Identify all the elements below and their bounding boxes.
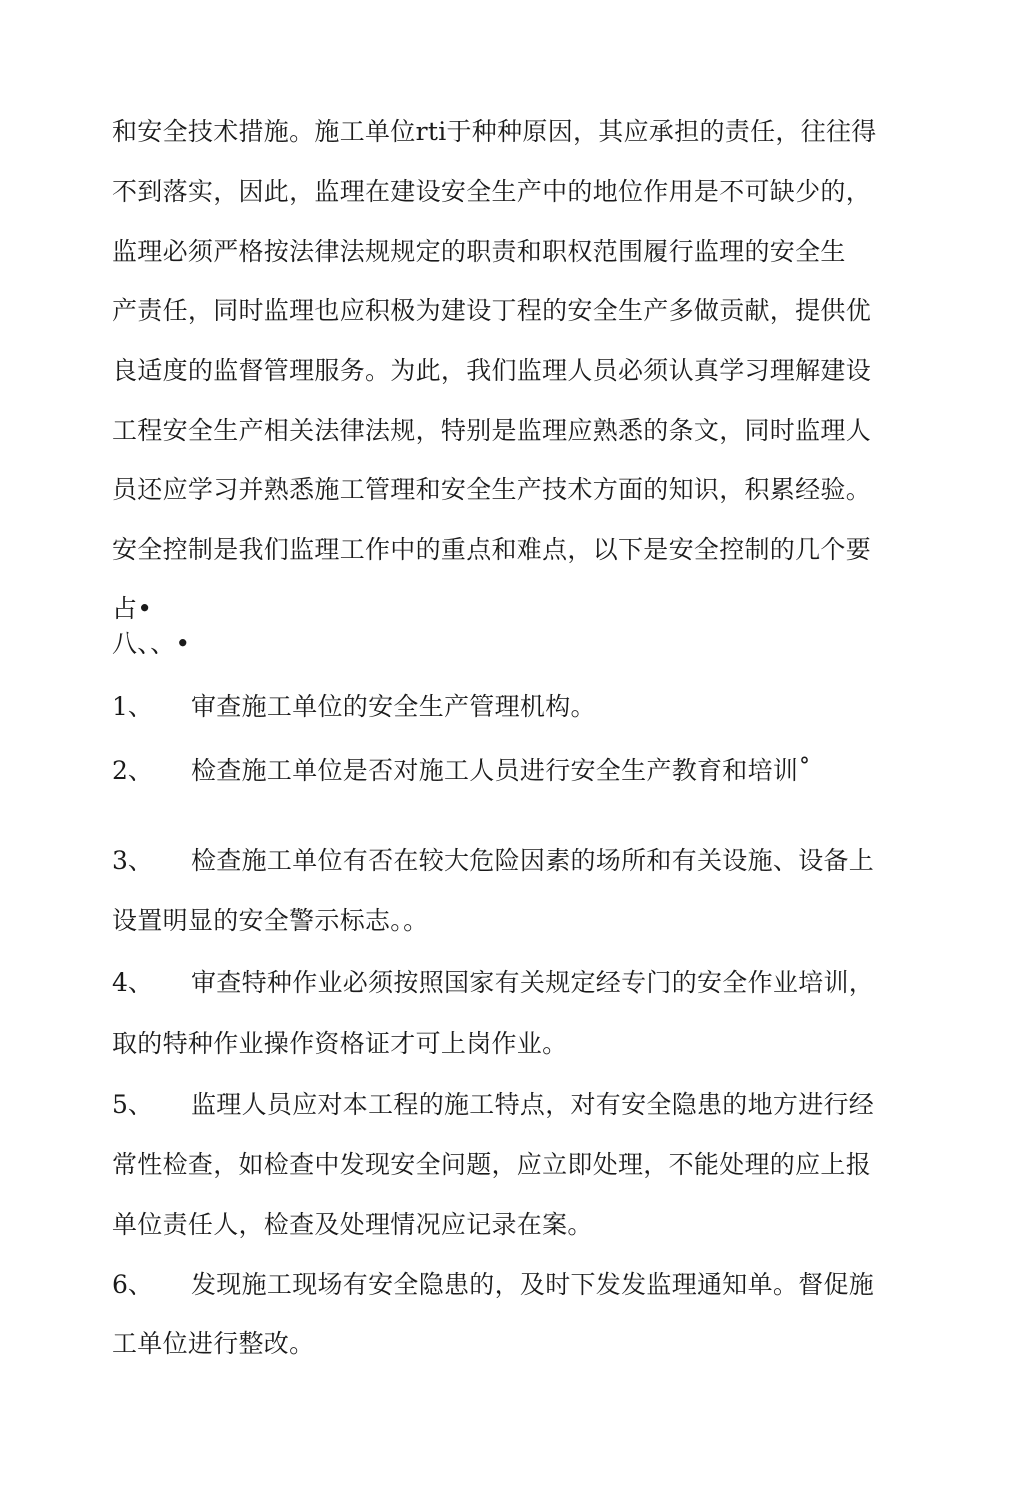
list-item-continuation: 单位责任人，检查及处理情况应记录在案。: [112, 1210, 593, 1239]
intro-line-5: 良适度的监督管理服务。为此，我们监理人员必须认真学习理解建设: [112, 356, 872, 385]
intro-line-9: 占•: [112, 594, 153, 623]
intro-line-8: 安全控制是我们监理工作中的重点和难点，以下是安全控制的几个要: [112, 535, 872, 564]
list-item-continuation: 常性检查，如检查中发现安全问题，应立即处理，不能处理的应上报: [112, 1150, 872, 1179]
intro-line-4: 产责任，同时监理也应积极为建设丁程的安全生产多做贡献，提供优: [112, 296, 872, 325]
list-item-continuation: 设置明显的安全警示标志。。: [112, 906, 429, 935]
list-item-text: 审查施工单位的安全生产管理机构。: [191, 692, 596, 721]
list-item-text: 发现施工现场有安全隐患的，及时下发发监理通知单。督促施: [191, 1270, 875, 1299]
list-item-text: 检查施工单位是否对施工人员进行安全生产教育和培训˚: [191, 756, 812, 785]
list-item-number: 3、: [112, 846, 153, 875]
list-item-text: 审查特种作业必须按照国家有关规定经专门的安全作业培训，: [191, 968, 875, 997]
list-item-continuation: 工单位进行整改。: [112, 1329, 315, 1358]
list-item-text: 检查施工单位有否在较大危险因素的场所和有关设施、设备上: [191, 846, 875, 875]
list-item-number: 1、: [112, 692, 153, 721]
list-item-continuation: 取的特种作业操作资格证才可上岗作业。: [112, 1029, 568, 1058]
list-item-number: 6、: [112, 1270, 153, 1299]
intro-line-2: 不到落实，因此，监理在建设安全生产中的地位作用是不可缺少的，: [112, 177, 872, 206]
intro-line-1: 和安全技术措施。施工单位rti于种种原因，其应承担的责任，往往得: [112, 117, 877, 146]
list-item-number: 2、: [112, 756, 153, 785]
intro-line-3: 监理必须严格按法律法规规定的职责和职权范围履行监理的安全生: [112, 237, 846, 266]
intro-line-7: 员还应学习并熟悉施工管理和安全生产技术方面的知识，积累经验。: [112, 475, 872, 504]
list-item-number: 5、: [112, 1090, 153, 1119]
intro-line-6: 工程安全生产相关法律法规，特别是监理应熟悉的条文，同时监理人: [112, 416, 872, 445]
list-item-text: 监理人员应对本工程的施工特点，对有安全隐患的地方进行经: [191, 1090, 875, 1119]
intro-line-10: 八、、•: [112, 629, 191, 658]
list-item-number: 4、: [112, 968, 153, 997]
